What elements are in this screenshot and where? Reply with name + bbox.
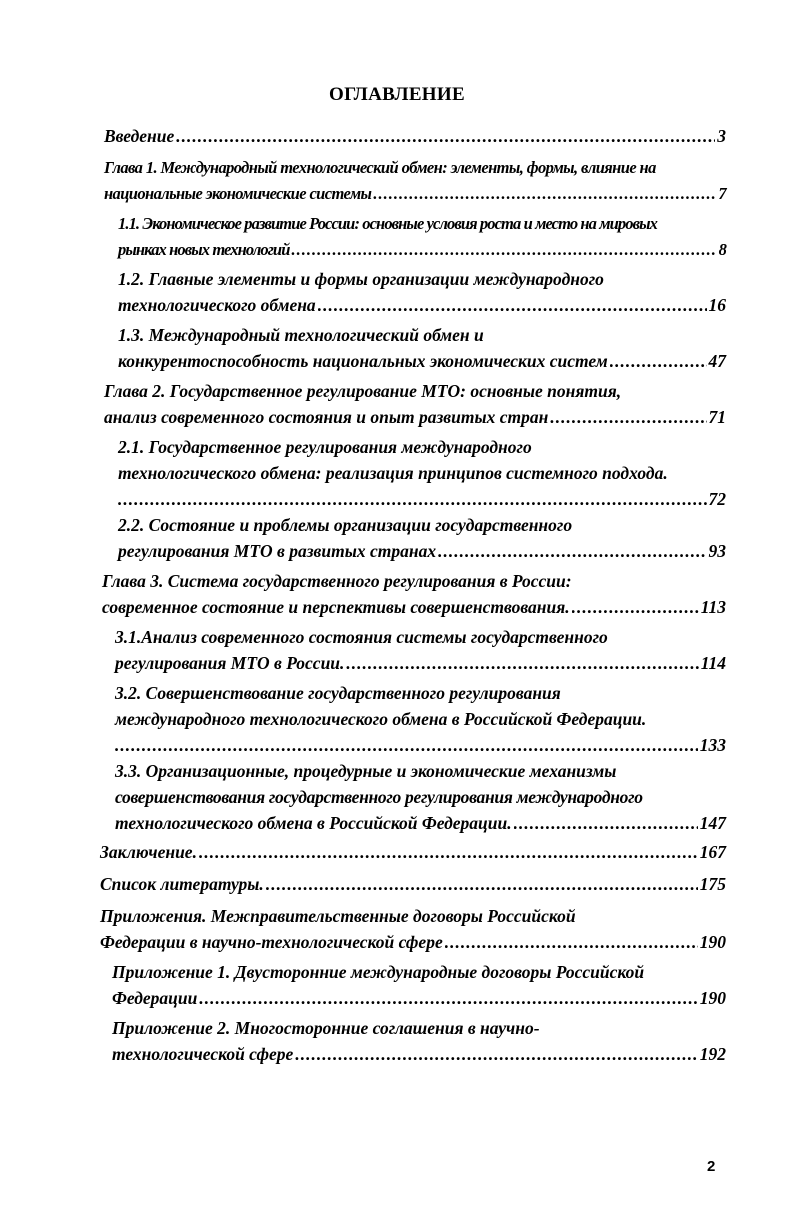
leader-dots	[438, 538, 706, 564]
leader-dots	[514, 810, 698, 836]
page-number: 2	[707, 1158, 716, 1175]
entry-title-line: Глава 2. Государственное регулирование МТО: основные понятия,	[104, 381, 622, 401]
entry-title: Заключение.	[100, 842, 197, 862]
toc-entry-appendix-1[interactable]	[112, 959, 726, 1011]
entry-page: 190	[699, 988, 726, 1008]
entry-title: национальные экономические системы	[104, 184, 372, 203]
entry-title-line: Приложения. Межправительственные договоры Российской	[100, 906, 576, 926]
entry-page: 133	[699, 735, 726, 755]
toc-entry-1-2[interactable]	[118, 266, 726, 318]
leader-dots	[572, 594, 699, 620]
entry-title: анализ современного состояния и опыт развитых стран	[104, 407, 549, 427]
entry-title-line: 1.2. Главные элементы и формы организации международного	[118, 269, 604, 289]
entry-title-line: 2.1. Государственное регулирования международного	[118, 437, 532, 457]
toc-entry-bibliography[interactable]	[100, 871, 726, 897]
entry-page: 3	[717, 126, 726, 146]
leader-dots	[199, 839, 698, 865]
entry-title: Федерации	[112, 988, 198, 1008]
toc-entry-introduction[interactable]	[104, 123, 726, 149]
entry-page: 114	[700, 653, 726, 673]
leader-dots	[550, 404, 706, 430]
leader-dots	[115, 732, 698, 758]
entry-page: 192	[699, 1044, 726, 1064]
entry-title-line: международного технологического обмена в Российской Федерации.	[115, 709, 647, 729]
toc-entry-3-1[interactable]	[115, 624, 726, 676]
toc-title: ОГЛАВЛЕНИЕ	[329, 84, 465, 105]
entry-title: технологического обмена	[118, 295, 316, 315]
leader-dots	[266, 871, 698, 897]
leader-dots	[318, 292, 707, 318]
entry-title: технологической сфере	[112, 1044, 294, 1064]
toc-entry-1-1[interactable]	[118, 211, 726, 263]
leader-dots	[295, 1041, 697, 1067]
entry-page: 175	[699, 874, 726, 894]
entry-page: 113	[700, 597, 726, 617]
entry-title: регулирования МТО в развитых странах	[118, 541, 437, 561]
entry-title-line: 3.2. Совершенствование государственного регулирования	[115, 683, 561, 703]
toc-entry-chapter-3[interactable]	[102, 568, 726, 620]
toc-entry-2-1[interactable]	[118, 434, 726, 512]
entry-title: рынках новых технологий	[118, 240, 290, 259]
toc-entry-3-2[interactable]	[115, 680, 726, 758]
entry-title: регулирования МТО в России.	[115, 653, 345, 673]
toc-entry-3-3[interactable]	[115, 758, 726, 836]
entry-page: 190	[699, 932, 726, 952]
entry-page: 7	[718, 184, 726, 203]
entry-title-line: технологического обмена: реализация принципов системного подхода.	[118, 463, 668, 483]
leader-dots	[373, 181, 716, 207]
toc-entry-1-3[interactable]	[118, 322, 726, 374]
entry-page: 71	[708, 407, 726, 427]
toc-entry-2-2[interactable]	[118, 512, 726, 564]
entry-page: 93	[708, 541, 726, 561]
entry-title: Федерации в научно-технологической сфере	[100, 932, 443, 952]
entry-title: современное состояние и перспективы совершенствования.	[102, 597, 570, 617]
toc-entry-appendix-2[interactable]	[112, 1015, 726, 1067]
leader-dots	[346, 650, 698, 676]
leader-dots	[610, 348, 707, 374]
entry-page: 47	[708, 351, 726, 371]
entry-title-line: 2.2. Состояние и проблемы организации государственного	[118, 515, 573, 535]
entry-title-line: Приложение 1. Двусторонние международные договоры Российской	[112, 962, 645, 982]
leader-dots	[176, 123, 715, 149]
entry-title: конкурентоспособность национальных экономических систем	[118, 351, 608, 371]
toc-entry-conclusion[interactable]	[100, 839, 726, 865]
toc-entry-chapter-2[interactable]	[104, 378, 726, 430]
entry-page: 72	[708, 489, 726, 509]
entry-title-line: Глава 3. Система государственного регулирования в России:	[102, 571, 572, 591]
entry-title-line: совершенствования государственного регулирования международного	[115, 787, 643, 807]
entry-title: технологического обмена в Российской Федерации.	[115, 813, 512, 833]
entry-page: 167	[699, 842, 726, 862]
entry-title-line: 3.3. Организационные, процедурные и экономические механизмы	[115, 761, 617, 781]
entry-title: Список литературы.	[100, 874, 264, 894]
toc-entry-chapter-1[interactable]	[104, 155, 726, 207]
entry-title-line: Глава 1. Международный технологический обмен: элементы, формы, влияние на	[104, 158, 656, 177]
entry-page: 8	[718, 240, 726, 259]
entry-title-line: Приложение 2. Многосторонние соглашения в научно-	[112, 1018, 540, 1038]
entry-title-line: 1.1. Экономическое развитие России: основные условия роста и место на мировых	[118, 214, 657, 233]
entry-title-line: 3.1.Анализ современного состояния системы государственного	[115, 627, 608, 647]
entry-title-line: 1.3. Международный технологический обмен и	[118, 325, 484, 345]
toc-entry-appendices[interactable]	[100, 903, 726, 955]
entry-page: 147	[699, 813, 726, 833]
leader-dots	[118, 486, 707, 512]
leader-dots	[445, 929, 698, 955]
leader-dots	[291, 237, 716, 263]
entry-page: 16	[708, 295, 726, 315]
entry-title: Введение	[104, 126, 175, 146]
leader-dots	[199, 985, 697, 1011]
